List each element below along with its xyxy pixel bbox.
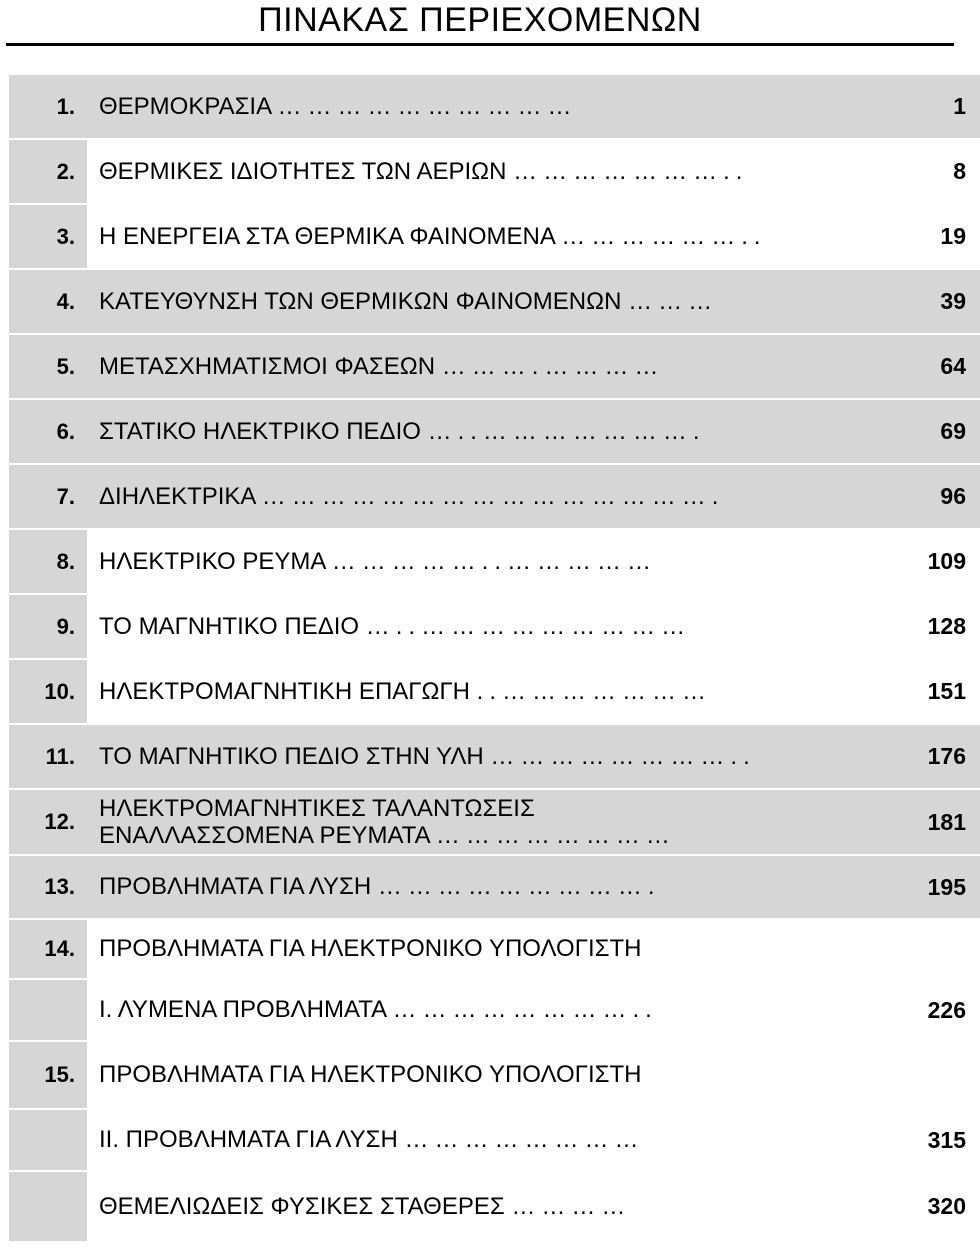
page-number: 96 — [893, 464, 980, 529]
chapter-title-text: ΚΑΤΕΥΘΥΝΣΗ ΤΩΝ ΘΕΡΜΙΚΩΝ ΦΑΙΝΟΜΕΝΩΝ — [99, 287, 622, 315]
chapter-title-text: ΤΟ ΜΑΓΝΗΤΙΚΟ ΠΕΔΙΟ — [99, 612, 360, 640]
toc-row — [9, 1041, 980, 1109]
page-number: 128 — [893, 594, 980, 659]
chapter-title — [87, 529, 893, 594]
page-number: 315 — [893, 1109, 980, 1171]
dot-leader: ……… — [628, 287, 719, 315]
chapter-number: 15. — [9, 1041, 87, 1109]
toc-row — [9, 334, 980, 399]
dot-leader: ……………….. — [561, 222, 767, 250]
chapter-number: 14. — [9, 919, 87, 979]
chapter-title-text: ΘΕΡΜΙΚΕΣ ΙΔΙΟΤΗΤΕΣ ΤΩΝ ΑΕΡΙΩΝ — [99, 157, 507, 185]
page-number-empty — [893, 1041, 980, 1109]
appendix-title-text: ΘΕΜΕΛΙΩΔΕΙΣ ΦΥΣΙΚΕΣ ΣΤΑΘΕΡΕΣ — [99, 1192, 505, 1220]
page-number: 19 — [893, 204, 980, 269]
chapter-number: 5. — [9, 334, 87, 399]
toc-row — [9, 594, 980, 659]
chapter-number-empty — [9, 979, 87, 1041]
toc-row — [9, 724, 980, 789]
page-number: 195 — [893, 855, 980, 919]
chapter-title — [87, 919, 893, 979]
toc-row — [9, 464, 980, 529]
chapter-title — [87, 75, 893, 139]
toc-subrow — [9, 979, 980, 1041]
chapter-title — [87, 855, 893, 919]
title-divider — [6, 43, 954, 46]
toc-row — [9, 75, 980, 139]
page-number: 39 — [893, 269, 980, 334]
chapter-number: 7. — [9, 464, 87, 529]
page-number: 1 — [893, 75, 980, 139]
chapter-title — [87, 464, 893, 529]
page-number: 8 — [893, 139, 980, 204]
page-number: 109 — [893, 529, 980, 594]
chapter-number: 10. — [9, 659, 87, 724]
dot-leader: ……………..…………… — [331, 547, 658, 575]
chapter-number: 4. — [9, 269, 87, 334]
chapter-title-text: ΗΛΕΚΤΡΟΜΑΓΝΗΤΙΚΗ ΕΠΑΓΩΓΗ — [99, 677, 470, 705]
section-title — [87, 1109, 893, 1171]
dot-leader: ………………….. — [513, 157, 749, 185]
chapter-title-line-2: ΕΝΑΛΛΑΣΣΟΜΕΝΑ ΡΕΥΜΑΤΑ — [99, 822, 430, 849]
toc-row — [9, 659, 980, 724]
dot-leader: …..…………………. — [427, 417, 706, 445]
page-number: 181 — [893, 789, 980, 855]
chapter-number: 9. — [9, 594, 87, 659]
chapter-title-text: ΠΡΟΒΛΗΜΑΤΑ ΓΙΑ ΗΛΕΚΤΡΟΝΙΚΟ ΥΠΟΛΟΓΙΣΤΗ — [99, 935, 642, 962]
chapter-number-empty — [9, 1171, 87, 1241]
chapter-title-text: ΤΟ ΜΑΓΝΗΤΙΚΟ ΠΕΔΙΟ ΣΤΗΝ ΥΛΗ — [99, 742, 484, 770]
chapter-title-text: ΜΕΤΑΣΧΗΜΑΤΙΣΜΟΙ ΦΑΣΕΩΝ — [99, 352, 436, 380]
page-number: 64 — [893, 334, 980, 399]
dot-leader: …………………… — [435, 822, 676, 849]
section-title-text: Ι. ΛΥΜΕΝΑ ΠΡΟΒΛΗΜΑΤΑ — [99, 996, 386, 1023]
chapter-title — [87, 269, 893, 334]
toc-row — [9, 269, 980, 334]
chapter-number: 13. — [9, 855, 87, 919]
page-number: 320 — [893, 1171, 980, 1241]
dot-leader: …..……………………… — [365, 612, 692, 640]
dot-leader: ……….………… — [441, 352, 665, 380]
page-number: 151 — [893, 659, 980, 724]
chapter-title — [87, 1041, 893, 1109]
chapter-title — [87, 659, 893, 724]
chapter-title — [87, 789, 893, 855]
dot-leader: …………………….. — [392, 996, 658, 1023]
chapter-title-text: ΗΛΕΚΤΡΙΚΟ ΡΕΥΜΑ — [99, 547, 326, 575]
chapter-title-text: ΔΙΗΛΕΚΤΡΙΚΑ — [99, 482, 256, 510]
chapter-number: 6. — [9, 399, 87, 464]
chapter-title-text: Η ΕΝΕΡΓΕΙΑ ΣΤΑ ΘΕΡΜΙΚΑ ΦΑΙΝΟΜΕΝΑ — [99, 222, 555, 250]
dot-leader: …………………….. — [490, 742, 756, 770]
toc-row — [9, 919, 980, 979]
section-title-text: ΙΙ. ΠΡΟΒΛΗΜΑΤΑ ΓΙΑ ΛΥΣΗ — [99, 1126, 398, 1153]
table-of-contents — [9, 75, 980, 1241]
chapter-number: 3. — [9, 204, 87, 269]
chapter-title-line-1: ΗΛΕΚΤΡΟΜΑΓΝΗΤΙΚΕΣ ΤΑΛΑΝΤΩΣΕΙΣ — [99, 795, 535, 822]
appendix-title — [87, 1171, 893, 1241]
toc-row — [9, 399, 980, 464]
chapter-number: 8. — [9, 529, 87, 594]
toc-row — [9, 529, 980, 594]
page-number: 69 — [893, 399, 980, 464]
chapter-title — [87, 594, 893, 659]
chapter-number: 2. — [9, 139, 87, 204]
chapter-title-text: ΣΤΑΤΙΚΟ ΗΛΕΚΤΡΙΚΟ ΠΕΔΙΟ — [99, 417, 421, 445]
chapter-title-text: ΠΡΟΒΛΗΜΑΤΑ ΓΙΑ ΗΛΕΚΤΡΟΝΙΚΟ ΥΠΟΛΟΓΙΣΤΗ — [99, 1061, 642, 1088]
chapter-title-text: ΘΕΡΜΟΚΡΑΣΙΑ — [99, 92, 271, 120]
chapter-number: 1. — [9, 75, 87, 139]
toc-row — [9, 204, 980, 269]
chapter-title — [87, 334, 893, 399]
toc-row — [9, 789, 980, 855]
page-number: 176 — [893, 724, 980, 789]
dot-leader: ………………………………………. — [261, 482, 725, 510]
page-title: ΠΙΝΑΚΑΣ ΠΕΡΙΕΧΟΜΕΝΩΝ — [258, 1, 702, 39]
chapter-title — [87, 399, 893, 464]
dot-leader: ..………………… — [476, 677, 713, 705]
chapter-number: 12. — [9, 789, 87, 855]
chapter-number: 11. — [9, 724, 87, 789]
toc-subrow — [9, 1109, 980, 1171]
toc-row — [9, 1171, 980, 1241]
page-number: 226 — [893, 979, 980, 1041]
chapter-number-empty — [9, 1109, 87, 1171]
page-number-empty — [893, 919, 980, 979]
chapter-title-text: ΠΡΟΒΛΗΜΑΤΑ ΓΙΑ ΛΥΣΗ — [99, 873, 372, 900]
dot-leader: ………………………. — [377, 873, 661, 900]
dot-leader: ………… — [511, 1192, 632, 1220]
section-title — [87, 979, 893, 1041]
chapter-title — [87, 724, 893, 789]
toc-row — [9, 855, 980, 919]
chapter-title — [87, 139, 893, 204]
toc-row — [9, 139, 980, 204]
dot-leader: …………………… — [404, 1126, 645, 1153]
dot-leader: ………………………… — [277, 92, 578, 120]
chapter-title — [87, 204, 893, 269]
